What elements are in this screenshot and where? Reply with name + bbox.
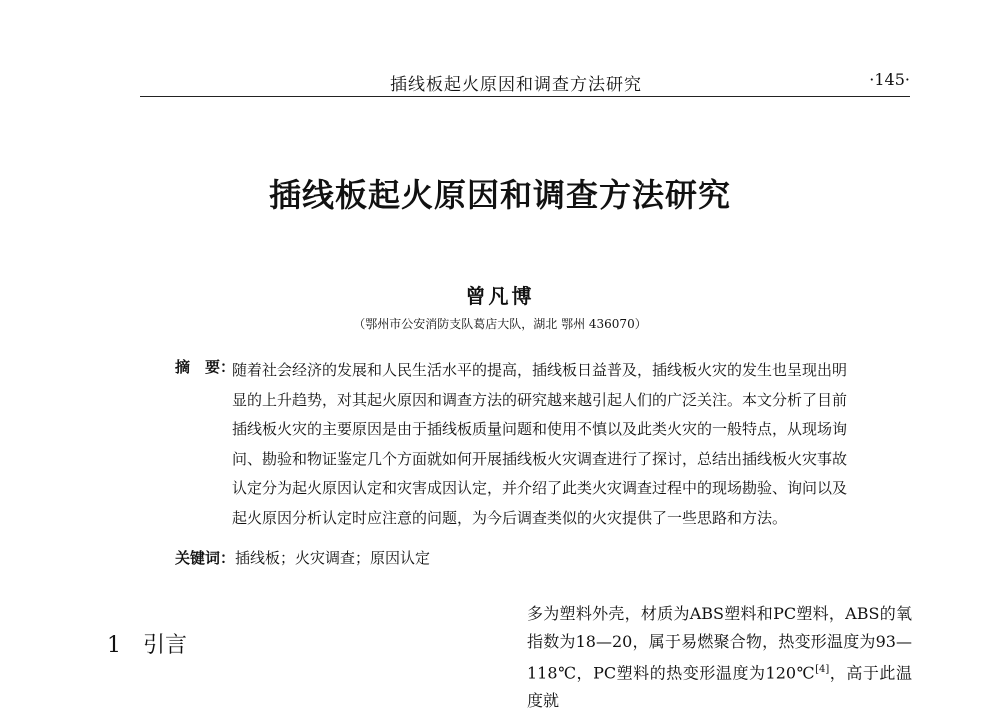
citation-ref: [4]	[815, 664, 830, 675]
body-paragraph	[527, 600, 912, 715]
page-number: ·145·	[869, 70, 910, 89]
keywords-label: 关键词：	[175, 549, 236, 567]
paper-title: 插线板起火原因和调查方法研究	[268, 176, 731, 214]
body-column	[527, 600, 912, 715]
body-text-end: ，高于此温度就	[527, 663, 912, 711]
abstract-label: 摘 要：	[175, 358, 236, 376]
author-affiliation: （鄂州市公安消防支队葛店大队，湖北 鄂州 436070）	[353, 317, 647, 331]
keywords	[175, 547, 430, 568]
abstract-text: 随着社会经济的发展和人民生活水平的提高，插线板日益普及，插线板火灾的发生也呈现出明显的上升趋势，对其起火原因和调查方法的研究越来越引起人们的广泛关注。本文分析了目前插线板火灾的主要原因是由于插线板质量问题和使用不慎以及此类火灾的一般特点，从现场询问、勘验和物证鉴定几个方面就如何开展插线板火灾调查进行了探讨，总结出插线板火灾事故认定分为起火原因认定和灾害成因认定，并介绍了此类火灾调查过程中的现场勘验、询问以及起火原因分析认定时应注意的问题，为今后调查类似的火灾提供了一些思路和方法。	[232, 361, 848, 527]
author-name: 曾凡博	[465, 284, 535, 308]
keywords-text: 插线板；火灾调查；原因认定	[235, 549, 431, 567]
section-number: 1	[107, 633, 121, 658]
body-text-start: 多为塑料外壳，材质为ABS塑料和PC塑料，ABS的氧指数为18—20，属于易燃聚合物，热变形温度为93—118℃，PC塑料的热变形温度为120℃	[527, 604, 912, 683]
section-heading	[107, 628, 187, 659]
running-header	[140, 62, 910, 97]
section-title: 引言	[143, 633, 188, 658]
running-title: 插线板起火原因和调查方法研究	[390, 75, 642, 95]
